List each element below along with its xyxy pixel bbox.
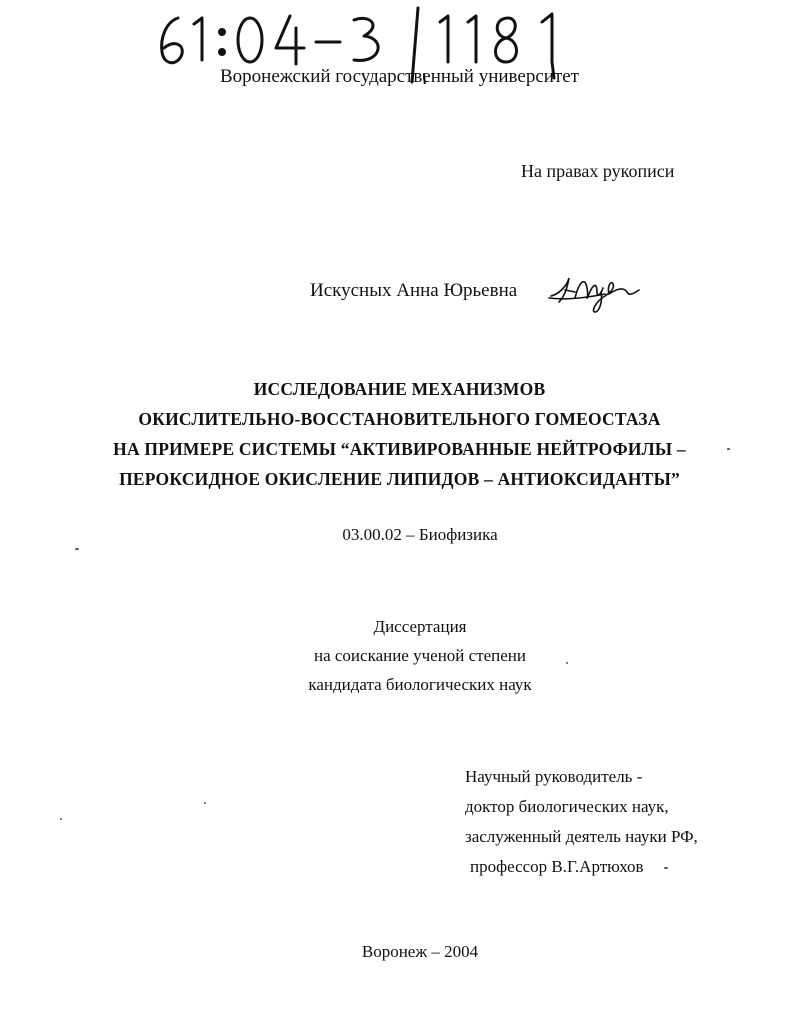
- supervisor-line-4: профессор В.Г.Артюхов: [470, 857, 644, 876]
- title-line-3: НА ПРИМЕРЕ СИСТЕМЫ “АКТИВИРОВАННЫЕ НЕЙТРОФИЛЫ –: [113, 439, 686, 459]
- degree-line-3: кандидата биологических наук: [308, 675, 532, 694]
- scan-speck: [204, 802, 206, 804]
- city-year: Воронеж – 2004: [361, 942, 479, 961]
- dissertation-title: [0, 374, 799, 494]
- title-line-4: ПЕРОКСИДНОЕ ОКИСЛЕНИЕ ЛИПИДОВ – АНТИОКСИДАНТЫ”: [119, 469, 680, 489]
- supervisor-line-2: доктор биологических наук,: [465, 797, 669, 816]
- scan-speck: [60, 818, 62, 820]
- degree-statement: [0, 612, 799, 699]
- degree-line-2: на соискание ученой степени: [313, 646, 527, 665]
- degree-line-1: Диссертация: [373, 617, 467, 636]
- university-name: Воронежский государственный университет: [219, 66, 579, 87]
- title-line-2: ОКИСЛИТЕЛЬНО-ВОССТАНОВИТЕЛЬНОГО ГОМЕОСТАЗА: [138, 409, 661, 429]
- scan-speck: [664, 867, 668, 869]
- title-line-1: ИССЛЕДОВАНИЕ МЕХАНИЗМОВ: [253, 379, 546, 399]
- supervisor-block: [465, 762, 698, 882]
- specialty-code: 03.00.02 – Биофизика: [342, 525, 498, 544]
- scan-speck: [727, 448, 730, 450]
- supervisor-line-3: заслуженный деятель науки РФ,: [465, 827, 698, 846]
- author-name: Искусных Анна Юрьевна: [310, 280, 518, 301]
- scan-speck: [75, 548, 79, 550]
- author-signature: [545, 268, 645, 316]
- rights-note: На правах рукописи: [521, 161, 675, 181]
- supervisor-line-1: Научный руководитель -: [465, 767, 643, 786]
- scan-speck: [566, 662, 568, 664]
